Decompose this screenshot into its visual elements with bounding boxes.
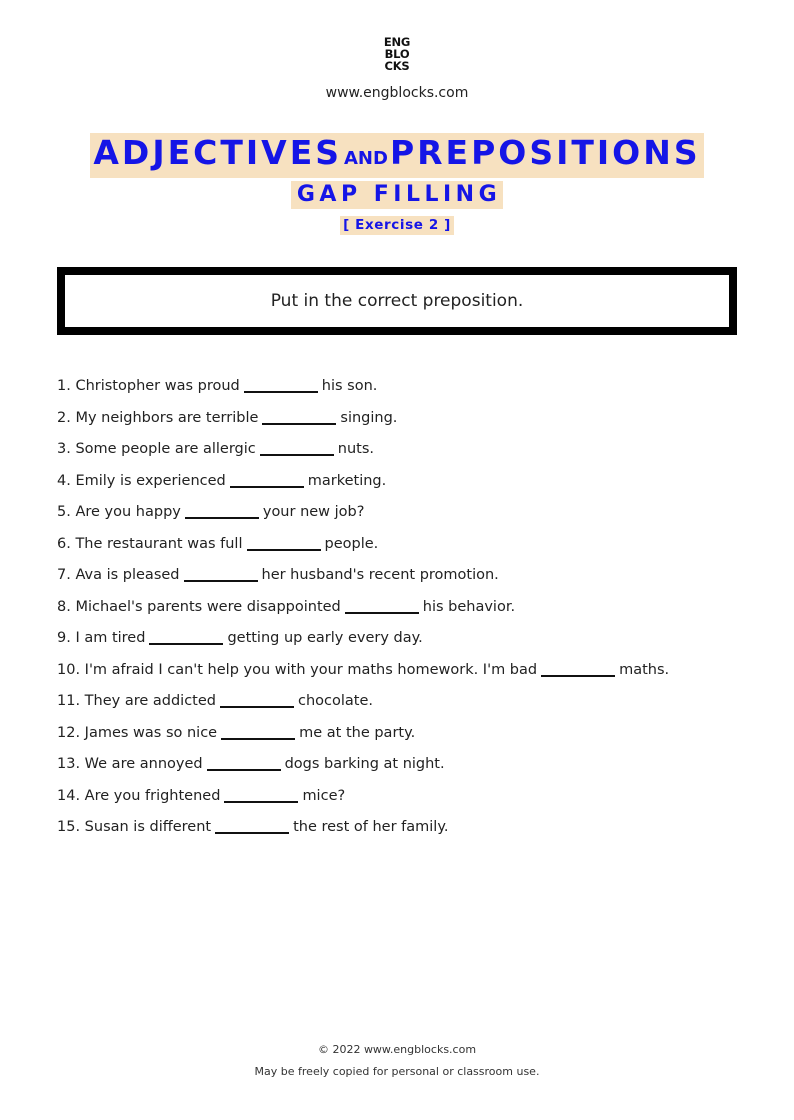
question-item [57,374,757,406]
answer-blank[interactable] [541,661,615,677]
question-text-after: mice? [302,787,346,804]
page-title [90,133,703,178]
question-text-before: 1. Christopher was proud [57,378,240,394]
question-text-after: people. [324,535,379,552]
answer-blank[interactable] [345,598,419,614]
question-text-after: the rest of her family. [293,819,449,835]
title-part-adjectives: ADJECTIVES [93,133,342,172]
title-connector-and: AND [344,148,388,169]
footer-copyright: © 2022 www.engblocks.com [317,1043,477,1056]
exercise-wrap [0,214,794,235]
answer-blank[interactable] [185,503,259,519]
question-item [57,595,757,627]
question-text-before: 5. Are you happy [57,504,181,520]
question-text-after: his behavior. [422,598,516,615]
question-list [57,374,757,847]
question-item [57,784,757,816]
question-text-after: marketing. [307,472,387,489]
answer-blank[interactable] [260,440,334,456]
question-item [57,752,757,784]
answer-blank[interactable] [247,535,321,551]
logo-line-2: BLO [384,47,410,61]
answer-blank[interactable] [230,472,304,488]
title-part-prepositions: PREPOSITIONS [389,133,701,172]
question-item [57,500,757,532]
title-wrap [0,133,794,178]
instruction-text: Put in the correct preposition. [270,291,524,311]
question-text-after: her husband's recent promotion. [261,567,499,583]
question-text-before: 7. Ava is pleased [57,567,180,583]
question-text-after: your new job? [262,504,365,520]
question-text-after: singing. [340,409,398,426]
engblocks-logo [0,36,794,72]
question-item [57,406,757,438]
page-subtitle: GAP FILLING [291,181,503,209]
instruction-box [57,267,737,335]
question-text-after: his son. [321,378,378,394]
question-text-before: 11. They are addicted [57,693,216,709]
answer-blank[interactable] [262,409,336,425]
question-item [57,815,757,847]
question-item [57,689,757,721]
question-text-before: 15. Susan is different [57,819,212,835]
question-item [57,437,757,469]
answer-blank[interactable] [207,755,281,771]
question-text-before: 13. We are annoyed [57,756,203,772]
answer-blank[interactable] [220,692,294,708]
question-text-after: nuts. [337,441,375,457]
subtitle-wrap [0,181,794,209]
footer-note: May be freely copied for personal or classroom use. [254,1065,540,1078]
answer-blank[interactable] [149,629,223,645]
question-text-after: getting up early every day. [227,630,423,646]
answer-blank[interactable] [244,377,318,393]
question-item [57,532,757,564]
question-item [57,721,757,753]
logo-line-3: CKS [384,59,410,73]
answer-blank[interactable] [221,724,295,740]
question-text-before: 9. I am tired [57,630,146,646]
question-text-before: 4. Emily is experienced [57,472,226,489]
question-text-before: 14. Are you frightened [57,787,221,804]
question-text-before: 2. My neighbors are terrible [57,409,259,426]
question-text-after: dogs barking at night. [284,756,445,772]
question-text-after: maths. [619,661,670,678]
question-item [57,626,757,658]
question-text-before: 12. James was so nice [57,724,218,741]
question-text-before: 10. I'm afraid I can't help you with your maths homework. I'm bad [57,661,538,678]
exercise-label: [ Exercise 2 ] [340,216,454,235]
question-text-before: 3. Some people are allergic [57,441,256,457]
question-item [57,658,757,690]
answer-blank[interactable] [215,818,289,834]
site-url[interactable]: www.engblocks.com [325,85,469,101]
question-text-before: 8. Michael's parents were disappointed [57,598,341,615]
answer-blank[interactable] [224,787,298,803]
answer-blank[interactable] [184,566,258,582]
question-text-before: 6. The restaurant was full [57,535,243,552]
question-item [57,563,757,595]
question-text-after: me at the party. [299,724,416,741]
logo-line-1: ENG [383,35,411,49]
question-text-after: chocolate. [298,693,374,709]
question-item [57,469,757,501]
